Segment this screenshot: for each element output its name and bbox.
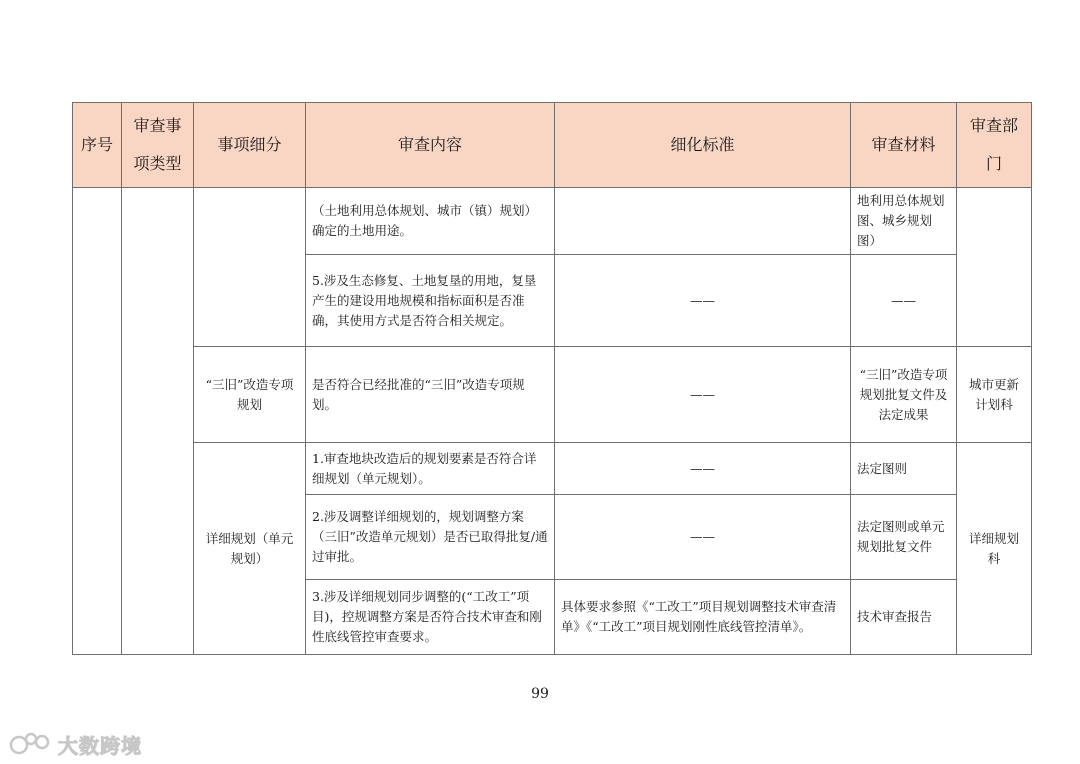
department-cell: 城市更新计划科: [957, 347, 1032, 443]
header-department: 审查部门: [957, 103, 1032, 188]
watermark-text: 大数跨境: [58, 733, 142, 758]
standard-cell: ——: [555, 443, 851, 495]
header-row: [73, 103, 1032, 188]
table-row: [73, 443, 1032, 495]
type-cell: [122, 188, 194, 655]
header-content: 审查内容: [306, 103, 555, 188]
materials-cell: 法定图则: [851, 443, 957, 495]
header-type: 审查事项类型: [122, 103, 194, 188]
seq-cell: [73, 188, 122, 655]
standard-cell: ——: [555, 347, 851, 443]
materials-cell: 技术审查报告: [851, 580, 957, 655]
header-seq: 序号: [73, 103, 122, 188]
standard-cell: ——: [555, 255, 851, 347]
header-materials: 审查材料: [851, 103, 957, 188]
standard-cell: ——: [555, 495, 851, 580]
page-number: 99: [531, 686, 549, 702]
materials-cell: “三旧”改造专项规划批复文件及法定成果: [851, 347, 957, 443]
content-cell: 5.涉及生态修复、土地复垦的用地，复垦产生的建设用地规模和指标面积是否准确，其使用方式是否符合相关规定。: [306, 255, 555, 347]
department-cell: [957, 188, 1032, 347]
materials-cell: ——: [851, 255, 957, 347]
subdivision-cell: [194, 188, 306, 347]
materials-cell: 法定图则或单元规划批复文件: [851, 495, 957, 580]
materials-cell: 地利用总体规划图、城乡规划图）: [851, 188, 957, 255]
header-standard: 细化标准: [555, 103, 851, 188]
watermark-logo-icon: [8, 730, 54, 758]
review-table: [72, 102, 1032, 655]
header-subdivision: 事项细分: [194, 103, 306, 188]
table-row: [73, 188, 1032, 255]
content-cell: 1.审查地块改造后的规划要素是否符合详细规划（单元规划）。: [306, 443, 555, 495]
subdivision-cell: “三旧”改造专项规划: [194, 347, 306, 443]
content-cell: 3.涉及详细规划同步调整的(“工改工”项目)，控规调整方案是否符合技术审查和刚性底线管控审查要求。: [306, 580, 555, 655]
content-cell: 是否符合已经批准的“三旧”改造专项规划。: [306, 347, 555, 443]
watermark: [8, 728, 142, 760]
table-row: [73, 347, 1032, 443]
content-cell: （土地利用总体规划、城市（镇）规划）确定的土地用途。: [306, 188, 555, 255]
department-cell: 详细规划科: [957, 443, 1032, 655]
subdivision-cell: 详细规划（单元规划）: [194, 443, 306, 655]
standard-cell: 具体要求参照《“工改工”项目规划调整技术审查清单》《“工改工”项目规划刚性底线管控清单》。: [555, 580, 851, 655]
standard-cell: [555, 188, 851, 255]
content-cell: 2.涉及调整详细规划的，规划调整方案（三旧”改造单元规划）是否已取得批复/通过审批。: [306, 495, 555, 580]
